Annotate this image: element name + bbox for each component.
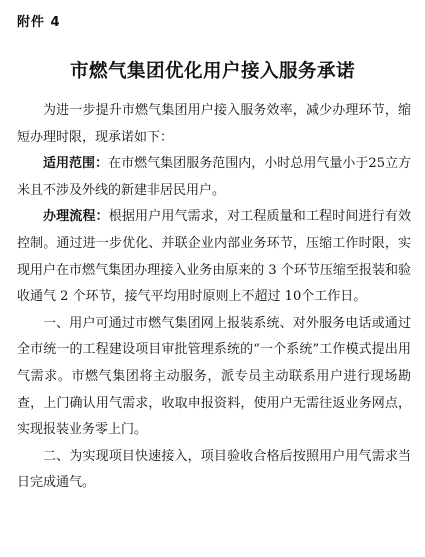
scope-heading: 适用范围： (43, 156, 109, 172)
paragraph-text: 为进一步提升市燃气集团用户接入服务效率，减少办理环节，缩短办理时限，现承诺如下： (17, 103, 411, 145)
document-body (17, 98, 411, 497)
document-title: 市燃气集团优化用户接入服务承诺 (69, 61, 355, 82)
intro-paragraph (17, 98, 411, 151)
process-paragraph (17, 204, 411, 310)
scope-paragraph (17, 151, 411, 204)
item-one-paragraph (17, 311, 411, 444)
attachment-label: 附件 4 (17, 15, 61, 30)
process-heading: 办理流程： (43, 209, 109, 225)
paragraph-text: 一、用户可通过市燃气集团网上报装系统、对外服务电话或通过全市统一的工程建设项目审批管理系统的“一个系统”工作模式提出用气需求。市燃气集团将主动服务，派专员主动联系用户进行现场勘查，上门确认用气需求，收取申报资料，使用户无需往返业务网点，实现报装业务零上门。 (17, 315, 411, 438)
paragraph-text: 在市燃气集团服务范围内，小时总用气量小于25立方米且不涉及外线的新建非居民用户。 (17, 156, 411, 198)
paragraph-text: 二、为实现项目快速接入，项目验收合格后按照用户用气需求当日完成通气。 (17, 448, 411, 491)
paragraph-text: 根据用户用气需求，对工程质量和工程时间进行有效控制。通过进一步优化、并联企业内部业务环节，压缩工作时限，实现用户在市燃气集团办理接入业务由原来的 3 个环节压缩至报装和验收通气 2 个环节，接气平均用时原则上不超过 10个工作日。 (17, 209, 411, 305)
item-two-paragraph (17, 444, 411, 497)
